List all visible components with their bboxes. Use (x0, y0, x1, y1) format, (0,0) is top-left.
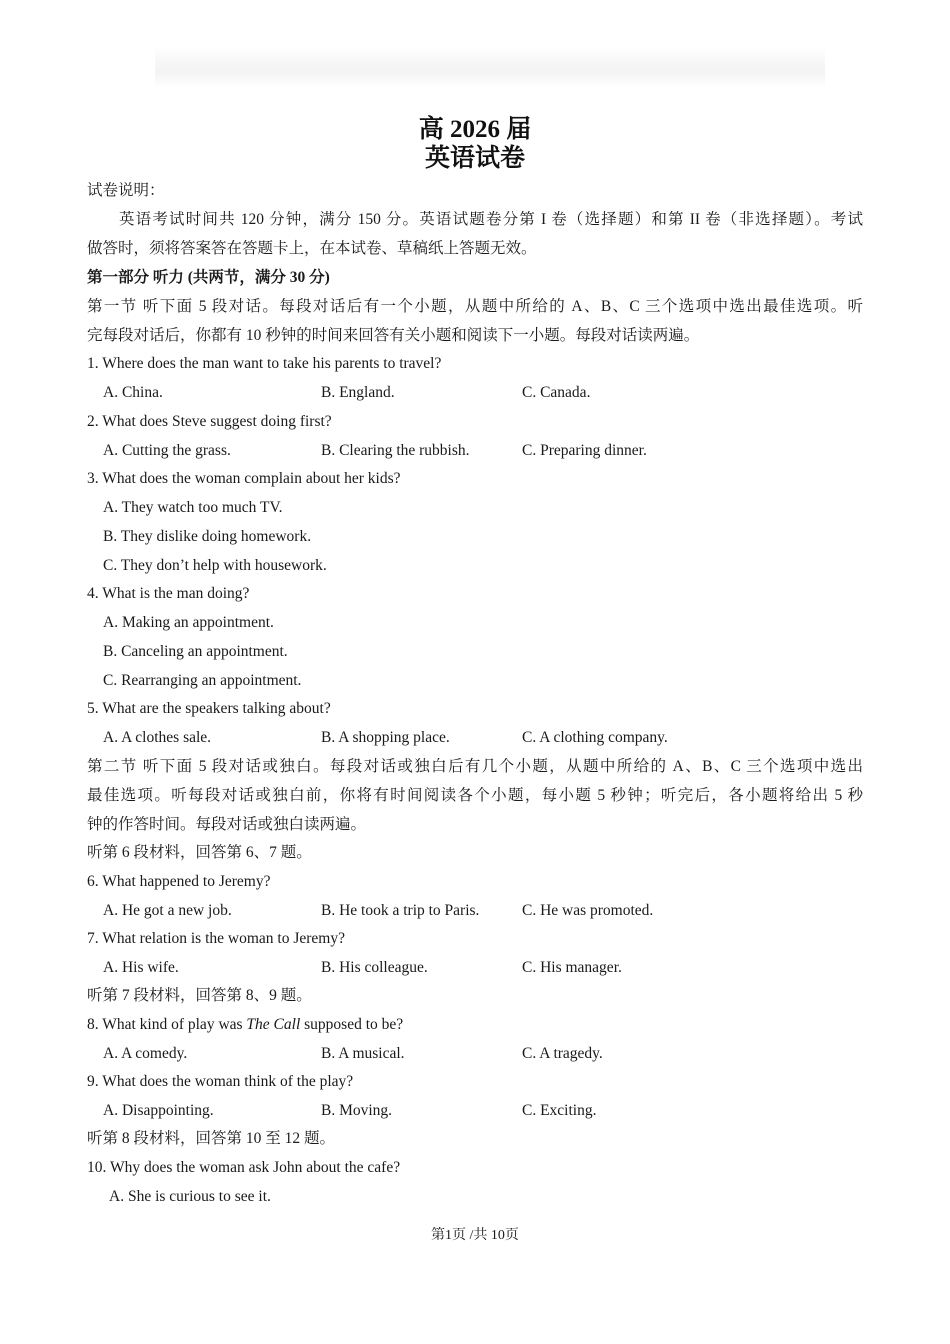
question-6-option-a: A. He got a new job. (103, 902, 232, 919)
section1-directions-line-2: 完每段对话后，你都有 10 秒钟的时间来回答有关小题和阅读下一小题。每段对话读两遍。 (87, 327, 700, 344)
question-3-stem: 3. What does the woman complain about her kids? (87, 470, 401, 487)
question-7-option-a: A. His wife. (103, 959, 179, 976)
question-4-stem: 4. What is the man doing? (87, 585, 250, 602)
question-9-option-b: B. Moving. (321, 1102, 393, 1119)
question-9-option-c: C. Exciting. (522, 1102, 597, 1119)
question-5-option-c: C. A clothing company. (522, 729, 668, 746)
play-title: The Call (246, 1016, 301, 1033)
question-6-option-b: B. He took a trip to Paris. (321, 902, 480, 919)
question-2-option-b: B. Clearing the rubbish. (321, 442, 470, 459)
question-8-option-a: A. A comedy. (103, 1045, 188, 1062)
question-10-option-a: A. She is curious to see it. (109, 1188, 271, 1205)
question-9-stem: 9. What does the woman think of the play? (87, 1073, 354, 1090)
question-6-option-c: C. He was promoted. (522, 902, 654, 919)
material-8-instruction: 听第 8 段材料，回答第 10 至 12 题。 (87, 1130, 336, 1147)
question-3-option-a: A. They watch too much TV. (103, 499, 283, 516)
question-10-stem: 10. Why does the woman ask John about the cafe? (87, 1159, 401, 1176)
question-1-option-a: A. China. (103, 384, 163, 401)
question-9-option-a: A. Disappointing. (103, 1102, 214, 1119)
question-2-stem: 2. What does Steve suggest doing first? (87, 413, 332, 430)
part1-heading: 第一部分 听力 (共两节，满分 30 分) (87, 269, 330, 286)
question-1-option-b: B. England. (321, 384, 395, 401)
section1-directions-line-1: 第一节 听下面 5 段对话。每段对话后有一个小题，从题中所给的 A、B、C 三个选项中选出最佳选项。听 (87, 298, 863, 315)
question-8-option-c: C. A tragedy. (522, 1045, 603, 1062)
question-1-stem: 1. Where does the man want to take his parents to travel? (87, 355, 442, 372)
question-7-stem: 7. What relation is the woman to Jeremy? (87, 930, 345, 947)
material-7-instruction: 听第 7 段材料，回答第 8、9 题。 (87, 987, 312, 1004)
material-6-instruction: 听第 6 段材料，回答第 6、7 题。 (87, 844, 312, 861)
question-5-stem: 5. What are the speakers talking about? (87, 700, 331, 717)
question-2-option-a: A. Cutting the grass. (103, 442, 231, 459)
section2-directions-line-2: 最佳选项。听每段对话或独白前，你将有时间阅读各个小题，每小题 5 秒钟；听完后，各小题将给出 5 秒 (87, 787, 863, 804)
question-4-option-c: C. Rearranging an appointment. (103, 672, 302, 689)
instructions-line-1: 英语考试时间共 120 分钟，满分 150 分。英语试题卷分第 I 卷（选择题）和第 II 卷（非选择题）。考试 (119, 211, 863, 228)
instructions-heading: 试卷说明： (87, 182, 165, 199)
question-2-option-c: C. Preparing dinner. (522, 442, 647, 459)
exam-title-grade: 高 2026 届 (418, 116, 532, 143)
question-5-option-a: A. A clothes sale. (103, 729, 212, 746)
section2-directions-line-1: 第二节 听下面 5 段对话或独白。每段对话或独白后有几个小题，从题中所给的 A、B、C 三个选项中选出 (87, 758, 863, 775)
question-8-option-b: B. A musical. (321, 1045, 405, 1062)
question-8-stem-post: supposed to be? (300, 1016, 404, 1033)
scan-header-band (155, 48, 825, 88)
question-8-stem (87, 1015, 403, 1035)
page-number-footer: 第1页 /共 10页 (431, 1228, 519, 1243)
question-5-option-b: B. A shopping place. (321, 729, 450, 746)
exam-title-subject: 英语试卷 (424, 145, 525, 172)
question-4-option-b: B. Canceling an appointment. (103, 643, 288, 660)
question-8-stem-pre: 8. What kind of play was (87, 1016, 247, 1033)
question-7-option-c: C. His manager. (522, 959, 622, 976)
section2-directions-line-3: 钟的作答时间。每段对话或独白读两遍。 (87, 816, 367, 833)
question-3-option-b: B. They dislike doing homework. (103, 528, 312, 545)
question-4-option-a: A. Making an appointment. (103, 614, 274, 631)
question-3-option-c: C. They don’t help with housework. (103, 557, 327, 574)
question-7-option-b: B. His colleague. (321, 959, 428, 976)
question-1-option-c: C. Canada. (522, 384, 591, 401)
question-6-stem: 6. What happened to Jeremy? (87, 873, 271, 890)
instructions-line-2: 做答时，须将答案答在答题卡上，在本试卷、草稿纸上答题无效。 (87, 240, 537, 257)
